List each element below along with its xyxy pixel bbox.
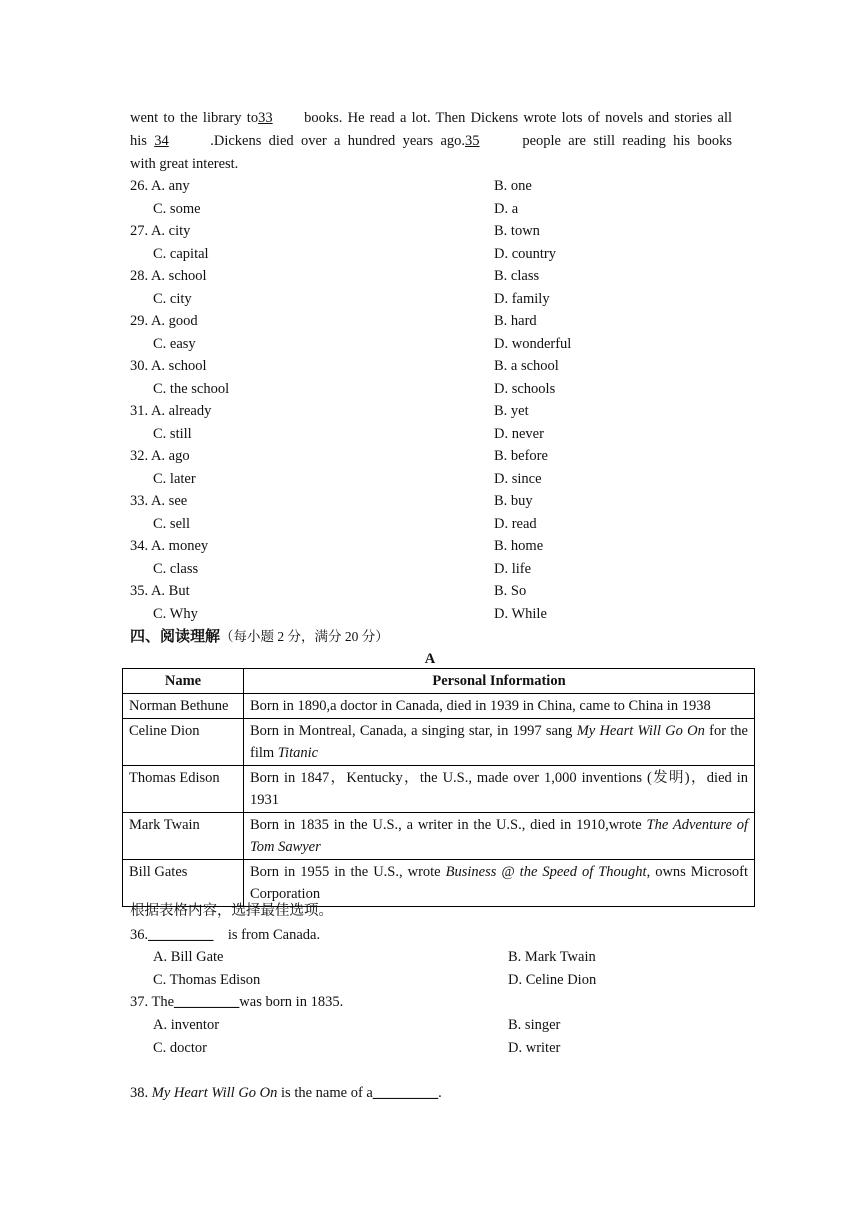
blank-35: 35 — [465, 133, 480, 149]
answer-blank: _________ — [148, 927, 214, 943]
person-name: Norman Bethune — [123, 694, 244, 719]
passage-line-3: with great interest. — [130, 156, 239, 172]
answer-blank: _________ — [372, 1085, 439, 1101]
q29-option-d[interactable]: D. wonderful — [494, 335, 572, 352]
q27-option-a[interactable]: 27. A. city — [130, 223, 191, 239]
q28-option-b[interactable]: B. class — [494, 268, 540, 284]
book-title: The Adventure of Tom Sawyer — [250, 817, 748, 855]
passage-label: A — [424, 651, 436, 667]
q34-option-c[interactable]: C. class — [153, 560, 199, 577]
film-title: Titanic — [277, 745, 319, 761]
table-header-row — [123, 669, 755, 694]
q32-option-b[interactable]: B. before — [494, 448, 548, 464]
q33-option-a[interactable]: 33. A. see — [130, 493, 188, 509]
q28-option-a[interactable]: 28. A. school — [130, 268, 207, 284]
q34-option-b[interactable]: B. home — [494, 538, 544, 554]
q27-option-b[interactable]: B. town — [494, 223, 540, 239]
q31-option-b[interactable]: B. yet — [494, 403, 529, 419]
q35-option-a[interactable]: 35. A. But — [130, 583, 190, 599]
q28-option-d[interactable]: D. family — [494, 290, 550, 307]
q31-option-a[interactable]: 31. A. already — [130, 403, 212, 419]
q37-option-c[interactable]: C. doctor — [153, 1040, 207, 1056]
passage-line-1 — [130, 108, 732, 128]
table-row — [123, 860, 755, 907]
blank-33: 33 — [258, 110, 273, 126]
q36-option-c[interactable]: C. Thomas Edison — [153, 972, 261, 988]
q34-option-d[interactable]: D. life — [494, 560, 532, 577]
q31-option-d[interactable]: D. never — [494, 425, 544, 442]
section-score-note: （每小题 2 分，满分 20 分） — [220, 629, 389, 644]
book-title: Business @ the Speed of Thought — [445, 864, 647, 880]
passage-text: people are still reading his books — [522, 133, 733, 149]
q35-option-b[interactable]: B. So — [494, 583, 527, 599]
table-row — [123, 719, 755, 766]
q32-option-a[interactable]: 32. A. ago — [130, 448, 190, 464]
q26-option-c[interactable]: C. some — [153, 200, 201, 217]
passage-line-2 — [130, 131, 732, 151]
question-36-stem: 36._________ is from Canada. — [130, 927, 321, 943]
q29-option-a[interactable]: 29. A. good — [130, 313, 198, 329]
q37-option-b[interactable]: B. singer — [508, 1017, 561, 1033]
q36-option-a[interactable]: A. Bill Gate — [153, 949, 224, 965]
q33-option-b[interactable]: B. buy — [494, 493, 533, 509]
person-name: Thomas Edison — [123, 766, 244, 813]
person-info: Born in Montreal, Canada, a singing star, in 1997 sang My Heart Will Go On for the film Titanic — [244, 719, 755, 766]
q35-option-d[interactable]: D. While — [494, 605, 547, 622]
header-info: Personal Information — [244, 669, 755, 694]
q26-option-d[interactable]: D. a — [494, 200, 519, 217]
question-37-stem: 37. The_________was born in 1835. — [130, 994, 344, 1010]
section-heading — [130, 626, 389, 647]
q27-option-d[interactable]: D. country — [494, 245, 557, 262]
q36-option-d[interactable]: D. Celine Dion — [508, 972, 597, 988]
person-info: Born in 1835 in the U.S., a writer in the U.S., died in 1910,wrote The Adventure of Tom Sawyer — [244, 813, 755, 860]
q33-option-c[interactable]: C. sell — [153, 515, 191, 532]
q37-option-d[interactable]: D. writer — [508, 1040, 561, 1056]
q32-option-d[interactable]: D. since — [494, 470, 542, 487]
table-row — [123, 813, 755, 860]
answer-blank: _________ — [174, 994, 240, 1010]
passage-text: books. He read a lot. Then Dickens wrote lots of novels and stories all — [304, 110, 732, 126]
person-name: Bill Gates — [123, 860, 244, 907]
table-row — [123, 766, 755, 813]
q29-option-b[interactable]: B. hard — [494, 313, 537, 329]
q35-option-c[interactable]: C. Why — [153, 605, 198, 622]
passage-text: went to the library to — [130, 110, 259, 126]
q32-option-c[interactable]: C. later — [153, 470, 196, 487]
q31-option-c[interactable]: C. still — [153, 425, 192, 442]
q30-option-d[interactable]: D. schools — [494, 380, 556, 397]
person-info: Born in 1955 in the U.S., wrote Business @ the Speed of Thought, owns Microsoft Corporation — [244, 860, 755, 907]
q34-option-a[interactable]: 34. A. money — [130, 538, 209, 554]
blank-34: 34 — [154, 133, 169, 149]
personal-info-table — [122, 668, 755, 907]
q27-option-c[interactable]: C. capital — [153, 245, 209, 262]
q26-option-a[interactable]: 26. A. any — [130, 178, 190, 194]
q29-option-c[interactable]: C. easy — [153, 335, 196, 352]
person-name: Mark Twain — [123, 813, 244, 860]
q30-option-b[interactable]: B. a school — [494, 358, 559, 374]
passage-text: .Dickens died over a hundred years ago. — [210, 133, 466, 149]
person-info: Born in 1890,a doctor in Canada, died in 1939 in China, came to China in 1938 — [244, 694, 755, 719]
person-info: Born in 1847，Kentucky，the U.S., made over 1,000 inventions (发明)，died in 1931 — [244, 766, 755, 813]
section-title: 四、阅读理解 — [130, 627, 221, 645]
header-name: Name — [123, 669, 244, 694]
passage-text: his — [130, 133, 147, 149]
question-38-stem: 38. My Heart Will Go On is the name of a_________. — [130, 1085, 442, 1101]
q33-option-d[interactable]: D. read — [494, 515, 537, 532]
q37-option-a[interactable]: A. inventor — [153, 1017, 220, 1033]
q36-option-b[interactable]: B. Mark Twain — [508, 949, 596, 965]
table-row — [123, 694, 755, 719]
song-title: My Heart Will Go On — [576, 723, 705, 739]
q30-option-a[interactable]: 30. A. school — [130, 358, 207, 374]
instruction-text: 根据表格内容，选择最佳选项。 — [130, 903, 333, 919]
person-name: Celine Dion — [123, 719, 244, 766]
q28-option-c[interactable]: C. city — [153, 290, 192, 307]
song-title: My Heart Will Go On — [151, 1085, 278, 1101]
q26-option-b[interactable]: B. one — [494, 178, 532, 194]
q30-option-c[interactable]: C. the school — [153, 380, 230, 397]
